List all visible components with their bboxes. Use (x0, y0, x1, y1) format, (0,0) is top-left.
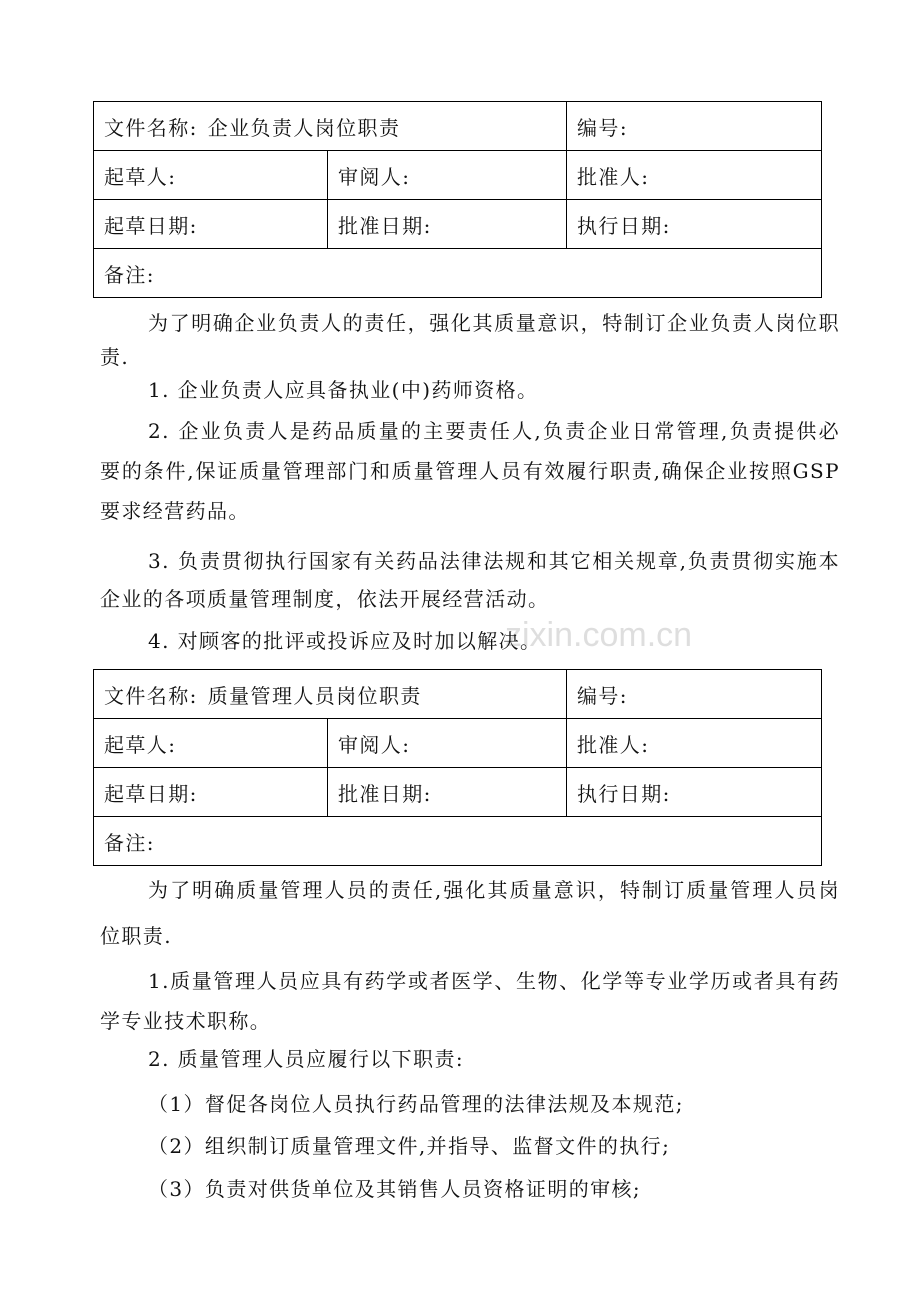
table-row (94, 151, 822, 200)
effective-date-label: 执行日期: (577, 781, 671, 806)
remarks-cell (94, 817, 822, 866)
paragraph-line: 责. (100, 345, 130, 369)
file-name-label: 文件名称: (104, 683, 198, 708)
document-number-cell (567, 102, 822, 151)
paragraph-line: （3）负责对供货单位及其销售人员资格证明的审核; (148, 1177, 642, 1201)
reviewer-cell (328, 719, 567, 768)
paragraph-line: 要求经营药品。 (100, 499, 250, 523)
table-row (94, 670, 822, 719)
paragraph-line: 2. 质量管理人员应履行以下职责: (148, 1047, 464, 1071)
remarks-label: 备注: (104, 262, 155, 287)
draft-date-cell (94, 768, 328, 817)
table-row (94, 719, 822, 768)
paragraph-line: 为了明确企业负责人的责任，强化其质量意识，特制订企业负责人岗位职 (148, 311, 840, 335)
table-row (94, 817, 822, 866)
approver-cell (567, 719, 822, 768)
sub-duty-item (100, 1170, 840, 1208)
approval-date-label: 批准日期: (338, 213, 432, 238)
effective-date-cell (567, 200, 822, 249)
duty-item (100, 411, 840, 531)
remarks-cell (94, 249, 822, 298)
paragraph-line: 4. 对顾客的批评或投诉应及时加以解决。 (148, 629, 542, 653)
paragraph-line: （1）督促各岗位人员执行药品管理的法律法规及本规范; (148, 1092, 684, 1116)
sub-duty-item (100, 1127, 840, 1165)
duty-item (100, 1040, 840, 1078)
paragraph-line: 1. 企业负责人应具备执业(中)药师资格。 (148, 378, 539, 402)
intro-paragraph (100, 306, 840, 374)
document-number-label: 编号: (577, 683, 628, 708)
sub-duty-item (100, 1085, 840, 1123)
paragraph-line: 企业的各项质量管理制度，依法开展经营活动。 (100, 587, 550, 611)
approver-label: 批准人: (577, 732, 650, 757)
draft-date-label: 起草日期: (104, 213, 198, 238)
paragraph-line: 3. 负责贯彻执行国家有关药品法律法规和其它相关规章,负责贯彻实施本 (148, 549, 840, 573)
approver-label: 批准人: (577, 164, 650, 189)
file-name-label: 文件名称: (104, 115, 198, 140)
paragraph-line: 位职责. (100, 924, 172, 948)
intro-paragraph (100, 867, 840, 959)
duty-item (100, 961, 840, 1041)
approval-date-cell (328, 768, 567, 817)
watermark: zixin.com.cn (505, 616, 693, 654)
approval-date-cell (328, 200, 567, 249)
approval-date-label: 批准日期: (338, 781, 432, 806)
table-row (94, 200, 822, 249)
drafter-label: 起草人: (104, 164, 177, 189)
table-row (94, 249, 822, 298)
effective-date-label: 执行日期: (577, 213, 671, 238)
effective-date-cell (567, 768, 822, 817)
paragraph-line: 2. 企业负责人是药品质量的主要责任人,负责企业日常管理,负责提供必 (148, 419, 840, 443)
file-name-value: 质量管理人员岗位职责 (207, 683, 422, 708)
reviewer-label: 审阅人: (338, 732, 411, 757)
file-name-cell (94, 102, 567, 151)
draft-date-label: 起草日期: (104, 781, 198, 806)
duty-item (100, 622, 840, 660)
paragraph-line: 为了明确质量管理人员的责任,强化其质量意识，特制订质量管理人员岗 (148, 878, 840, 902)
draft-date-cell (94, 200, 328, 249)
reviewer-cell (328, 151, 567, 200)
file-name-value: 企业负责人岗位职责 (207, 115, 401, 140)
reviewer-label: 审阅人: (338, 164, 411, 189)
remarks-label: 备注: (104, 830, 155, 855)
paragraph-line: （2）组织制订质量管理文件,并指导、监督文件的执行; (148, 1134, 671, 1158)
drafter-cell (94, 151, 328, 200)
duty-item (100, 372, 840, 408)
drafter-label: 起草人: (104, 732, 177, 757)
paragraph-line: 1.质量管理人员应具有药学或者医学、生物、化学等专业学历或者具有药 (148, 969, 840, 993)
drafter-cell (94, 719, 328, 768)
file-info-table (93, 669, 822, 866)
table-row (94, 768, 822, 817)
document-number-cell (567, 670, 822, 719)
paragraph-line: 要的条件,保证质量管理部门和质量管理人员有效履行职责,确保企业按照GSP (100, 459, 840, 483)
table-row (94, 102, 822, 151)
file-name-cell (94, 670, 567, 719)
approver-cell (567, 151, 822, 200)
file-info-table (93, 101, 822, 298)
document-number-label: 编号: (577, 115, 628, 140)
duty-item (100, 542, 840, 618)
paragraph-line: 学专业技术职称。 (100, 1009, 272, 1033)
